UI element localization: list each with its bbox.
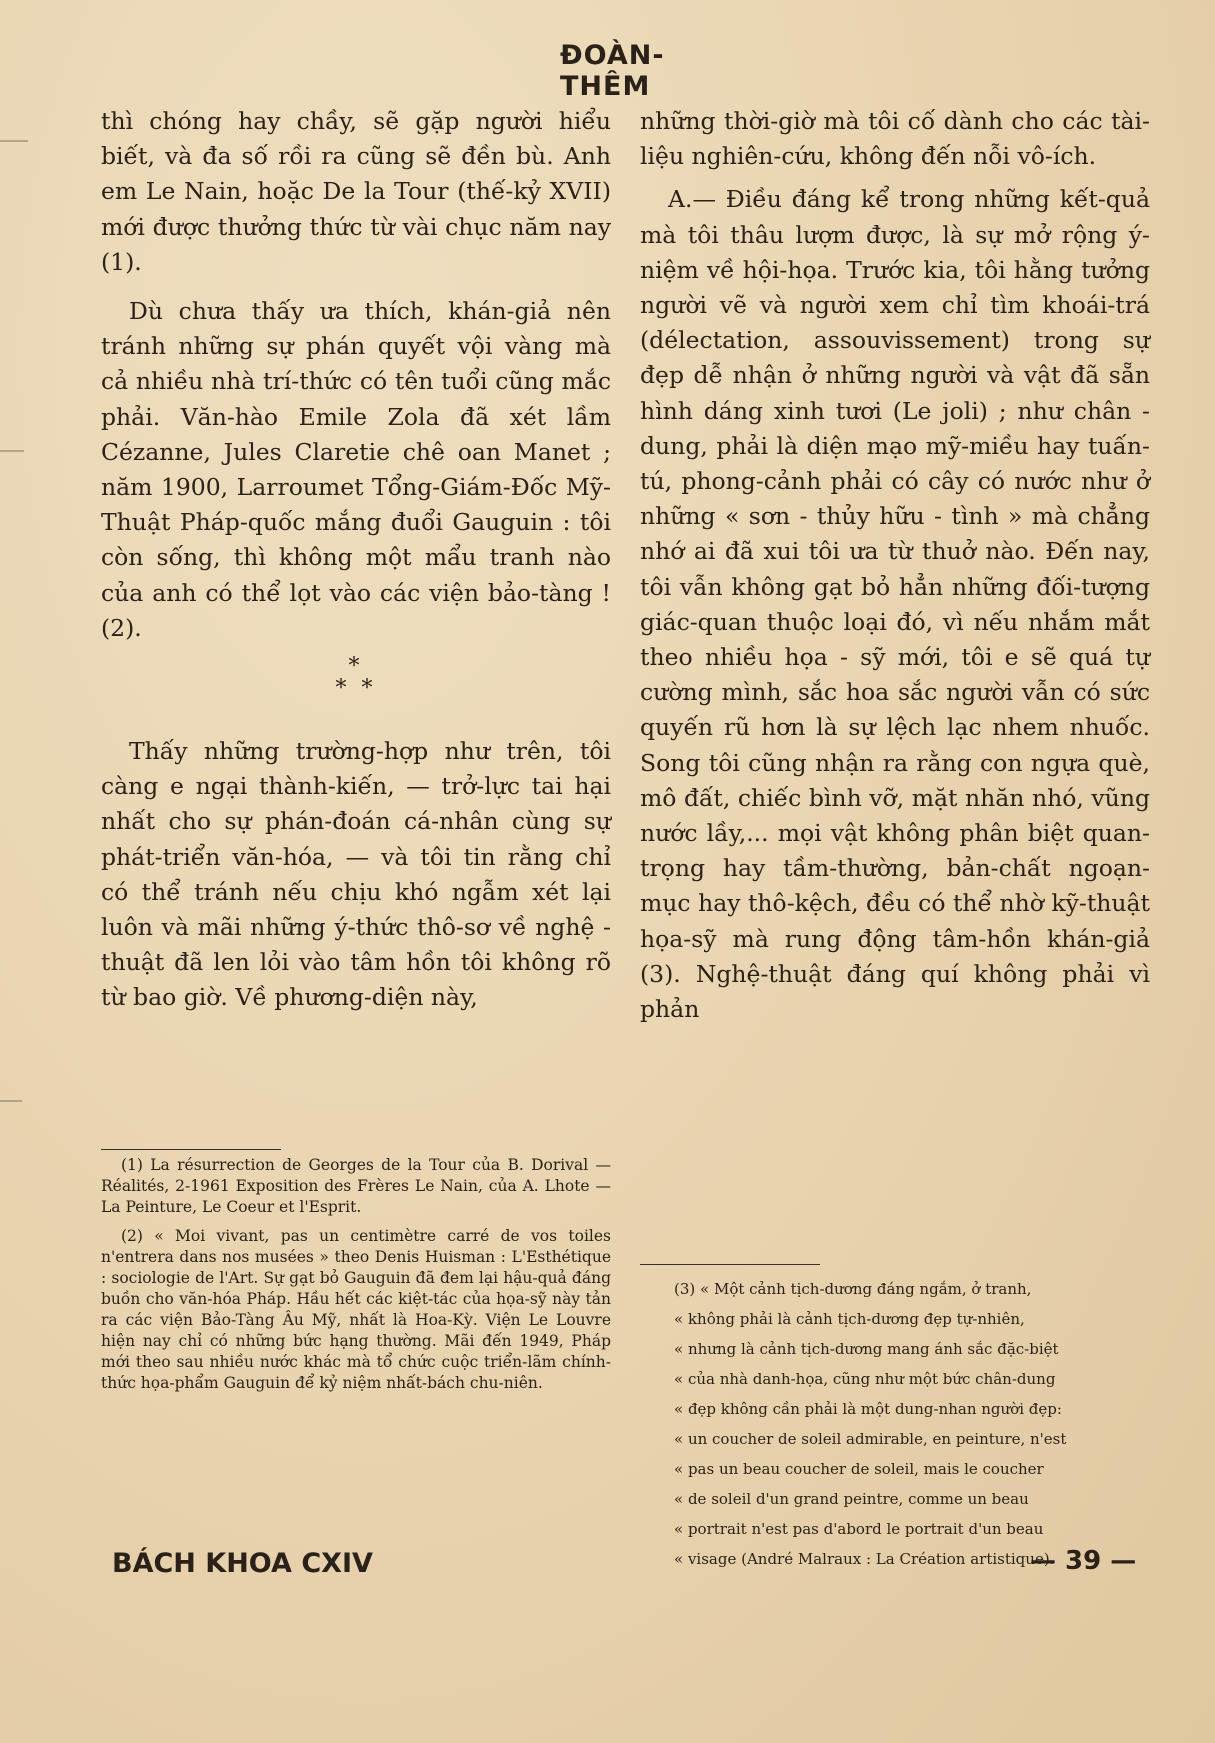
page-edge-mark <box>0 450 24 452</box>
footnote-rule-right <box>640 1264 820 1265</box>
right-paragraph-1: những thời-giờ mà tôi cố dành cho các tài-liệu nghiên-cứu, không đến nỗi vô-ích. <box>640 107 1150 171</box>
page-edge-mark <box>0 1100 22 1102</box>
footnotes-right <box>674 1278 1154 1570</box>
footnote-3-line: « pas un beau coucher de soleil, mais le coucher <box>674 1460 1044 1478</box>
separator-star-bottom: * * <box>335 676 377 702</box>
footnote-3-line: « portrait n'est pas d'abord le portrait d'un beau <box>674 1520 1044 1538</box>
footnote-3-line: « un coucher de soleil admirable, en peinture, n'est <box>674 1430 1067 1448</box>
running-head: ĐOÀN-THÊM <box>560 40 665 102</box>
footnote-3-line: « của nhà danh-họa, cũng như một bức chân-dung <box>674 1370 1056 1388</box>
left-column <box>101 104 611 1016</box>
footnote-3-line: « visage (André Malraux : La Création artistique). <box>674 1550 1055 1568</box>
magazine-footer: BÁCH KHOA CXIV <box>112 1548 373 1579</box>
separator-star-top: * <box>348 654 364 680</box>
footnotes-left <box>101 1155 611 1394</box>
left-paragraph-1: thì chóng hay chầy, sẽ gặp người hiểu biết, và đa số rồi ra cũng sẽ đền bù. Anh em Le Nain, hoặc De la Tour (thế-kỷ XVII) mới được thưởng thức từ vài chục năm nay (1). <box>101 107 611 276</box>
right-column <box>640 104 1150 1027</box>
footnote-3-line: « đẹp không cần phải là một dung-nhan người đẹp: <box>674 1400 1062 1418</box>
footnote-3-line: (3) « Một cảnh tịch-dương đáng ngắm, ở tranh, <box>674 1280 1032 1298</box>
footnote-3-line: « không phải là cảnh tịch-dương đẹp tự-nhiên, <box>674 1310 1025 1328</box>
left-paragraph-3: Thấy những trường-hợp như trên, tôi càng e ngại thành-kiến, — trở-lực tai hại nhất cho sự phán-đoán cá-nhân cùng sự phát-triển văn-hóa, — và tôi tin rằng chỉ có thể tránh nếu chịu khó ngẫm xét lại luôn và mãi những ý-thức thô-sơ về nghệ - thuật đã len lỏi vào tâm hồn tôi không rõ từ bao giờ. Về phương-diện này, <box>101 737 611 1012</box>
footnote-2: (2) « Moi vivant, pas un centimètre carré de vos toiles n'entrera dans nos musées » theo Denis Huisman : L'Esthétique : sociologie de l'Art. Sự gạt bỏ Gauguin đã đem lại hậu-quả đáng buồn cho văn-hóa Pháp. Hầu hết các kiệt-tác của họa-sỹ này tản ra các viện Bảo-Tàng Âu Mỹ, nhất là Hoa-Kỳ. Viện Le Louvre hiện nay chỉ có những bức hạng thường. Mãi đến 1949, Pháp mới theo sau nhiều nước khác mà tổ chức cuộc triển-lãm chính-thức họa-phẩm Gauguin để kỷ niệm nhất-bách chu-niên. <box>101 1227 611 1392</box>
footnote-3-line: « nhưng là cảnh tịch-dương mang ánh sắc đặc-biệt <box>674 1340 1059 1358</box>
page-edge-mark <box>0 140 28 142</box>
footnote-1: (1) La résurrection de Georges de la Tour của B. Dorival — Réalités, 2-1961 Exposition des Frères Le Nain, của A. Lhote — La Peinture, Le Coeur et l'Esprit. <box>101 1156 611 1216</box>
section-separator <box>101 656 611 700</box>
footnote-3-line: « de soleil d'un grand peintre, comme un beau <box>674 1490 1029 1508</box>
left-paragraph-2: Dù chưa thấy ưa thích, khán-giả nên tránh những sự phán quyết vội vàng mà cả nhiều nhà trí-thức có tên tuổi cũng mắc phải. Văn-hào Emile Zola đã xét lầm Cézanne, Jules Claretie chê oan Manet ; năm 1900, Larroumet Tổng-Giám-Đốc Mỹ-Thuật Pháp-quốc mắng đuổi Gauguin : tôi còn sống, thì không một mẩu tranh nào của anh có thể lọt vào các viện bảo-tàng ! (2). <box>101 297 611 642</box>
footnote-rule-left <box>101 1149 281 1150</box>
right-paragraph-2: A.— Điều đáng kể trong những kết-quả mà tôi thâu lượm được, là sự mở rộng ý-niệm về hội-họa. Trước kia, tôi hằng tưởng người vẽ và người xem chỉ tìm khoái-trá (délectation, assouvissement) trong sự đẹp dễ nhận ở những người và vật đã sẵn hình dáng xinh tươi (Le joli) ; như chân - dung, phải là diện mạo mỹ-miều hay tuấn-tú, phong-cảnh phải có cây có nước như ở những « sơn - thủy hữu - tình » mà chẳng nhớ ai đã xui tôi ưa từ thuở nào. Đến nay, tôi vẫn không gạt bỏ hẳn những đối-tượng giác-quan thuộc loại đó, vì nếu nhắm mắt theo nhiều họa - sỹ mới, tôi e sẽ quá tự cường mình, sắc hoa sắc người vẫn có sức quyến rũ hơn là sự lệch lạc nhem nhuốc. Song tôi cũng nhận ra rằng con ngựa què, mô đất, chiếc bình vỡ, mặt nhăn nhó, vũng nước lầy,... mọi vật không phân biệt quan-trọng hay tầm-thường, bản-chất ngoạn-mục hay thô-kệch, đều có thể nhờ kỹ-thuật họa-sỹ mà rung động tâm-hồn khán-giả (3). Nghệ-thuật đáng quí không phải vì phản <box>640 185 1150 1024</box>
page-number: — 39 — <box>1030 1546 1137 1576</box>
